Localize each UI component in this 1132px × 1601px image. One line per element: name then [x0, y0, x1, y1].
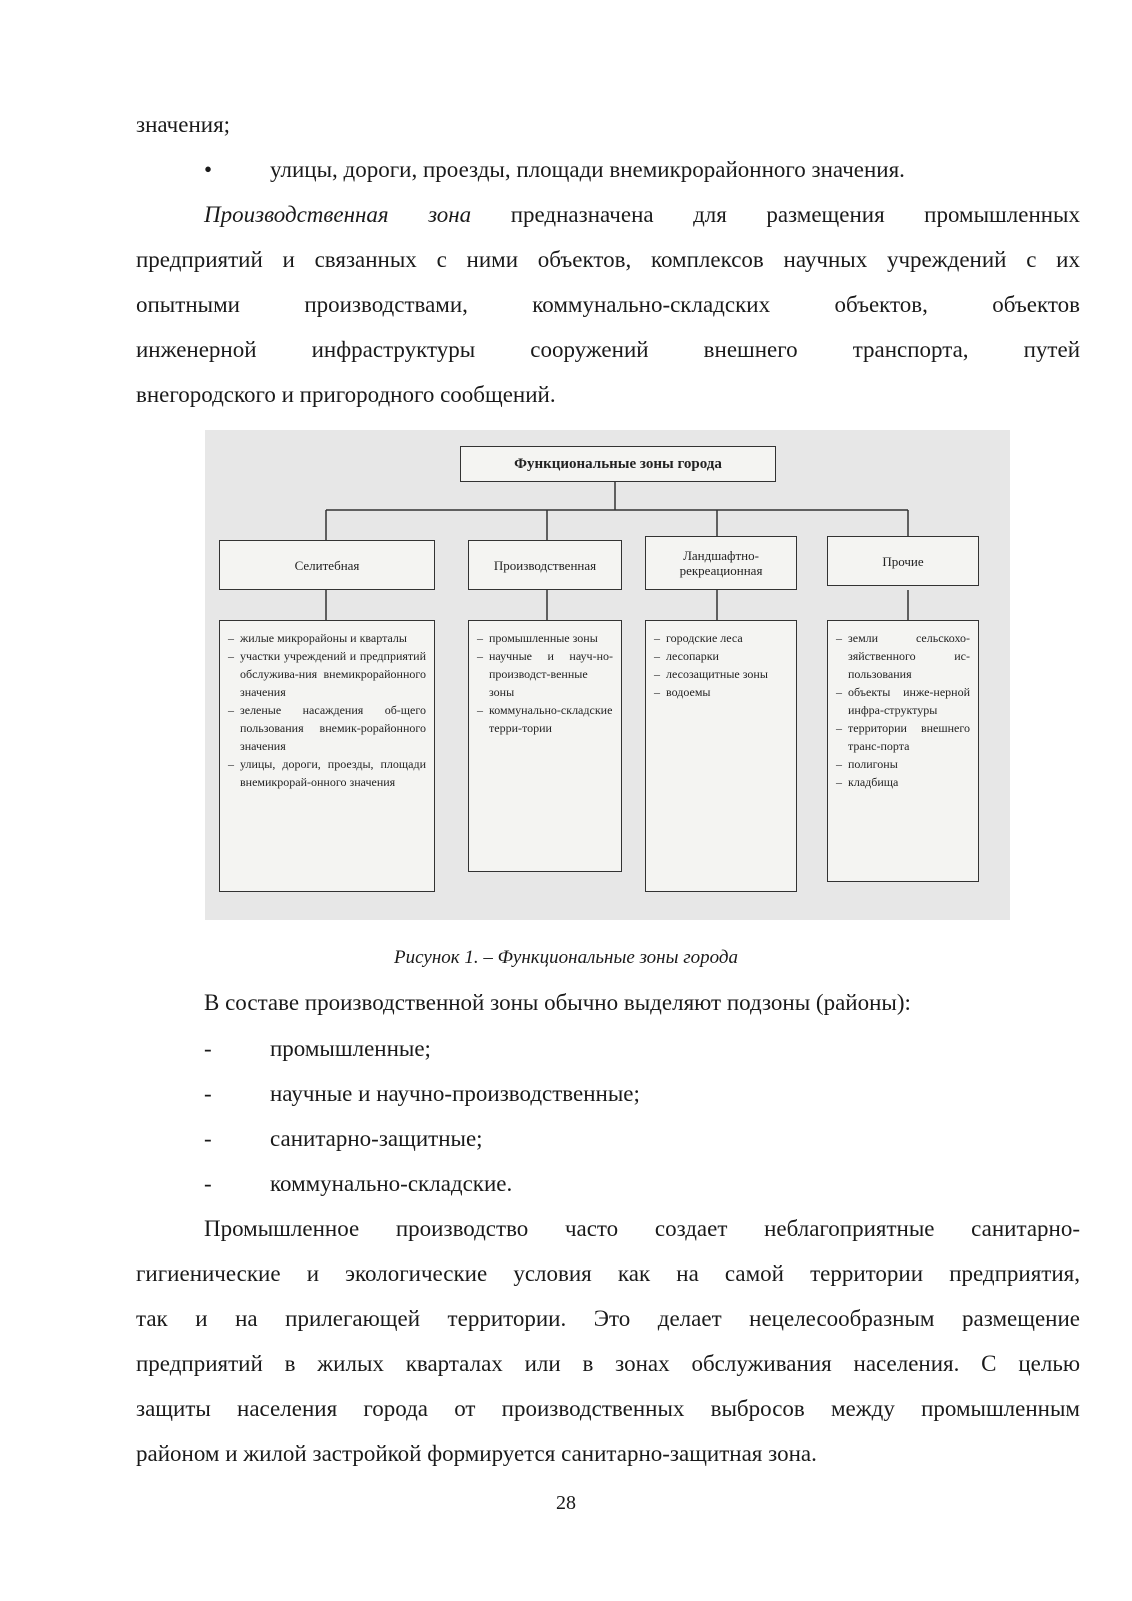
list-item: – земли сельскохо-зяйственного ис-пользования — [836, 629, 970, 683]
list-item: – зеленые насаждения об-щего пользования внемик-рорайонного значения — [228, 701, 426, 755]
paragraph-line: так и на прилегающей территории. Это делает нецелесообразным размещение — [136, 1306, 1080, 1331]
paragraph-line: Промышленное производство часто создает неблагоприятные санитарно- — [204, 1216, 1080, 1241]
list-item: – участки учреждений и предприятий обслужива-ния внемикрорайонного значения — [228, 647, 426, 701]
paragraph-line: защиты населения города от производственных выбросов между промышленным — [136, 1396, 1080, 1421]
list-item: – жилые микрорайоны и кварталы — [228, 629, 426, 647]
list-item: – объекты инже-нерной инфра-структуры — [836, 683, 970, 719]
list-item: – промышленные зоны — [477, 629, 613, 647]
column-head-production: Производственная — [468, 540, 622, 590]
diagram-root-box: Функциональные зоны города — [460, 446, 776, 482]
dash-mark: - — [204, 1171, 212, 1196]
zones-diagram — [205, 430, 1010, 920]
column-head-other: Прочие — [827, 536, 979, 586]
paragraph-line: предприятий и связанных с ними объектов, комплексов научных учреждений с их — [136, 247, 1080, 272]
paragraph-line — [204, 200, 1080, 230]
paragraph-line: инженерной инфраструктуры сооружений внешнего транспорта, путей — [136, 337, 1080, 362]
list-item: – лесозащитные зоны — [654, 665, 788, 683]
column-head-landscape: Ландшафтно-рекреационная — [645, 536, 797, 590]
dash-mark: - — [204, 1126, 212, 1151]
column-list-landscape — [645, 620, 797, 892]
list-item: – научные и науч-но-производст-венные зоны — [477, 647, 613, 701]
list-item: – городские леса — [654, 629, 788, 647]
list-item: – водоемы — [654, 683, 788, 701]
figure-caption: Рисунок 1. – Функциональные зоны города — [394, 947, 738, 968]
list-item: – коммунально-складские терри-тории — [477, 701, 613, 737]
column-list-production — [468, 620, 622, 872]
term-production-zone: Производственная зона — [204, 202, 472, 227]
list-item: – кладбища — [836, 773, 970, 791]
text-line: значения; — [136, 112, 231, 137]
paragraph-line: районом и жилой застройкой формируется санитарно-защитная зона. — [136, 1441, 817, 1466]
list-item: санитарно-защитные; — [270, 1126, 483, 1151]
paragraph-line: предприятий в жилых кварталах или в зонах обслуживания населения. С целью — [136, 1351, 1080, 1376]
list-item: научные и научно-производственные; — [270, 1081, 640, 1106]
dash-mark: - — [204, 1081, 212, 1106]
column-list-other — [827, 620, 979, 882]
paragraph-line: В составе производственной зоны обычно выделяют подзоны (районы): — [204, 990, 911, 1015]
column-list-residential — [219, 620, 435, 892]
paragraph-text: предназначена для размещения промышленных — [510, 202, 1081, 227]
paragraph-line: внегородского и пригородного сообщений. — [136, 382, 556, 407]
list-item: – улицы, дороги, проезды, площади внемикрорай-онного значения — [228, 755, 426, 791]
list-item: промышленные; — [270, 1036, 431, 1061]
list-item: коммунально-складские. — [270, 1171, 513, 1196]
paragraph-line: опытными производствами, коммунально-складских объектов, объектов — [136, 292, 1080, 317]
list-item: – лесопарки — [654, 647, 788, 665]
page-number: 28 — [556, 1492, 576, 1514]
bullet-mark: • — [204, 157, 213, 182]
list-item: – полигоны — [836, 755, 970, 773]
bullet-text: улицы, дороги, проезды, площади внемикрорайонного значения. — [270, 157, 905, 182]
dash-mark: - — [204, 1036, 212, 1061]
list-item: – территории внешнего транс-порта — [836, 719, 970, 755]
column-head-residential: Селитебная — [219, 540, 435, 590]
paragraph-line: гигиенические и экологические условия как на самой территории предприятия, — [136, 1261, 1080, 1286]
